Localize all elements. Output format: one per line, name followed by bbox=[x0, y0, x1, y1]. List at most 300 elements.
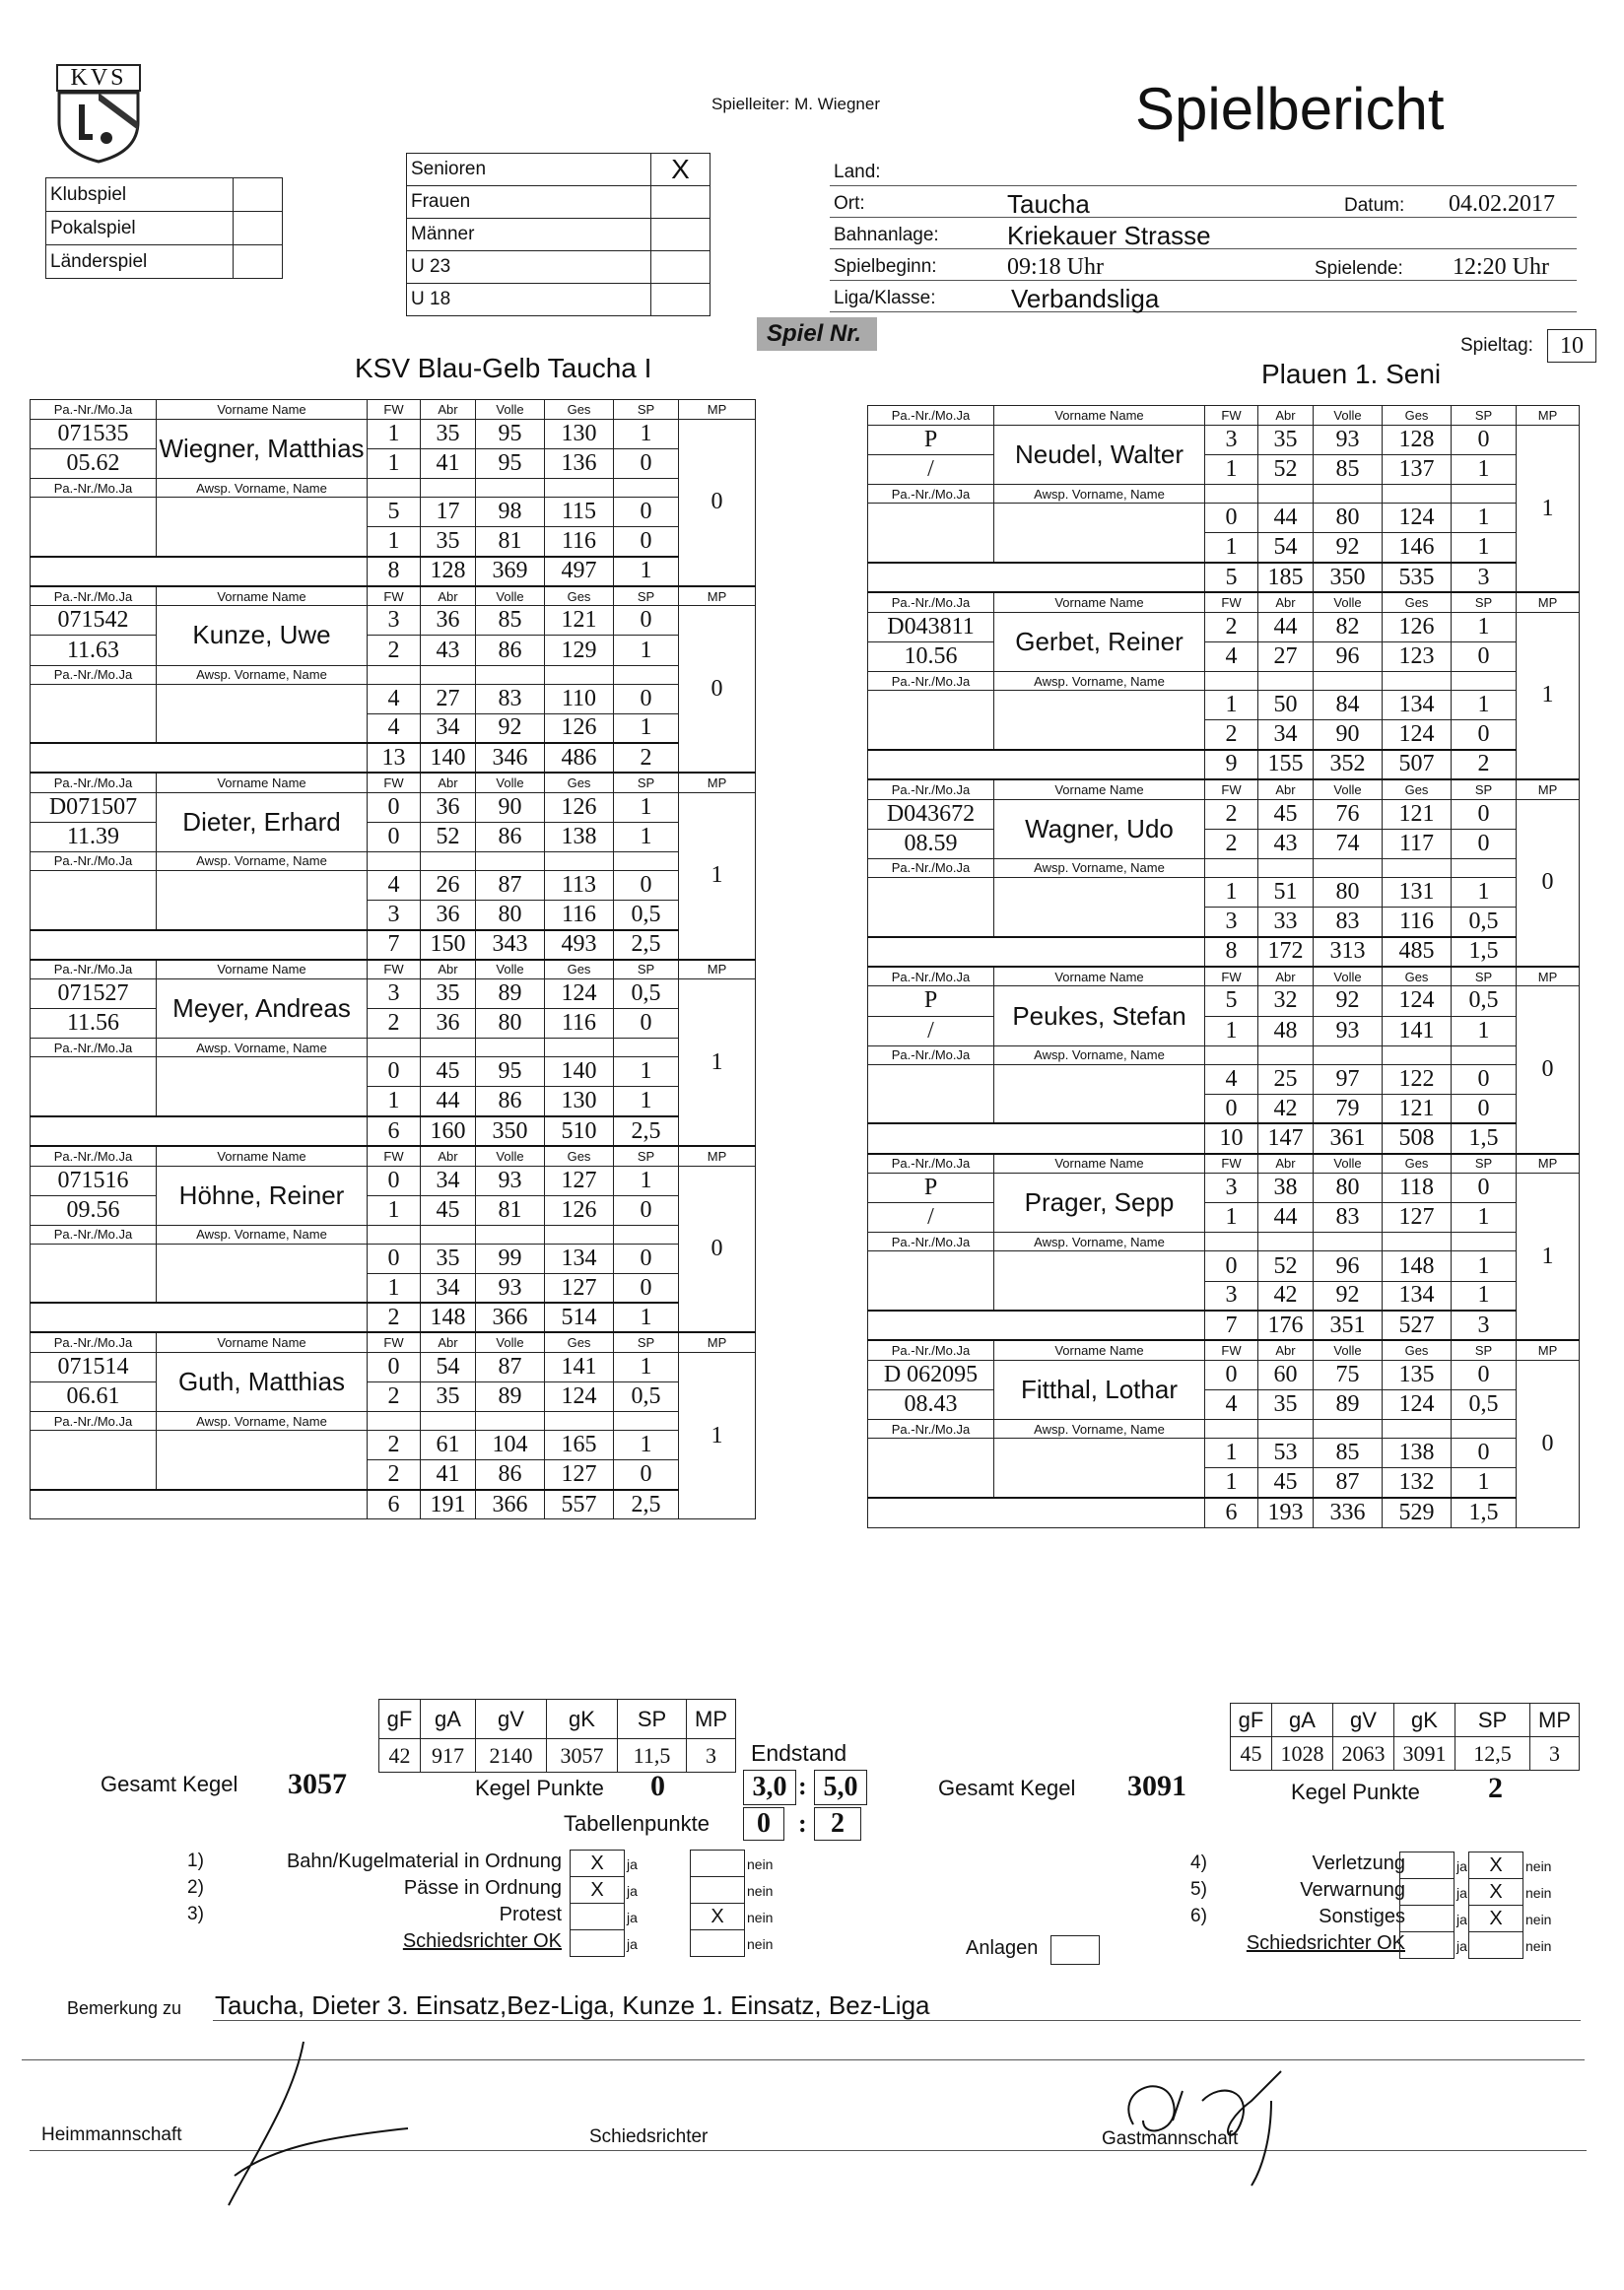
score-cell: 124 bbox=[1383, 986, 1452, 1016]
score-cell: 124 bbox=[545, 1382, 614, 1412]
player-birth: 09.56 bbox=[31, 1195, 157, 1225]
volle-header: Volle bbox=[476, 400, 545, 420]
total-cell: 366 bbox=[476, 1303, 545, 1332]
score-cell: 124 bbox=[1383, 720, 1452, 750]
score-cell: 86 bbox=[476, 1087, 545, 1116]
match-type-label: Pokalspiel bbox=[46, 212, 234, 245]
vorname-header: Vorname Name bbox=[157, 773, 368, 792]
score-cell: 127 bbox=[1383, 1203, 1452, 1233]
total-cell: 5 bbox=[1205, 563, 1258, 592]
empty-cell bbox=[1383, 1045, 1452, 1064]
total-cell: 486 bbox=[545, 743, 614, 773]
player-birth: 08.43 bbox=[868, 1390, 994, 1420]
tabellen-guest: 2 bbox=[814, 1807, 861, 1841]
check-label: Schiedsrichter OK bbox=[402, 1930, 562, 1952]
score-cell: 115 bbox=[545, 498, 614, 527]
total-cell: 557 bbox=[545, 1490, 614, 1519]
score-cell: 1 bbox=[614, 1057, 679, 1087]
score-cell: 44 bbox=[1258, 1203, 1314, 1233]
score-cell: 76 bbox=[1314, 799, 1383, 829]
fw-header: FW bbox=[1205, 967, 1258, 986]
summary-value: 3091 bbox=[1394, 1737, 1455, 1771]
header-info bbox=[830, 156, 1577, 328]
pa-header: Pa.-Nr./Mo.Ja bbox=[31, 1225, 157, 1244]
total-cell: 535 bbox=[1383, 563, 1452, 592]
fw-header: FW bbox=[368, 960, 421, 979]
category-label: Frauen bbox=[407, 186, 651, 219]
awsp-pass bbox=[868, 877, 994, 936]
sp-header: SP bbox=[614, 1146, 679, 1166]
total-cell: 336 bbox=[1314, 1498, 1383, 1527]
total-cell: 366 bbox=[476, 1490, 545, 1519]
player-mp: 0 bbox=[679, 1166, 756, 1332]
ja-label: ja bbox=[1456, 1858, 1467, 1874]
mp-header: MP bbox=[679, 1332, 756, 1352]
score-cell: 36 bbox=[421, 1009, 476, 1039]
score-cell: 89 bbox=[1314, 1390, 1383, 1420]
total-cell: 350 bbox=[476, 1116, 545, 1146]
nein-checkbox[interactable]: X bbox=[1468, 1905, 1523, 1932]
ges-header: Ges bbox=[1383, 406, 1452, 426]
total-cell: 172 bbox=[1258, 937, 1314, 967]
total-cell: 350 bbox=[1314, 563, 1383, 592]
fw-header: FW bbox=[368, 1146, 421, 1166]
score-cell: 32 bbox=[1258, 986, 1314, 1016]
score-cell: 0 bbox=[1452, 1094, 1517, 1123]
score-cell: 0 bbox=[614, 1460, 679, 1490]
summary-header: gA bbox=[1272, 1704, 1333, 1737]
score-cell: 123 bbox=[1383, 641, 1452, 671]
score-cell: 0 bbox=[1452, 720, 1517, 750]
score-cell: 1 bbox=[368, 1087, 421, 1116]
sp-header: SP bbox=[1452, 1154, 1517, 1174]
ja-checkbox[interactable] bbox=[1399, 1931, 1455, 1959]
player-mp: 1 bbox=[679, 979, 756, 1146]
total-spacer bbox=[868, 1123, 1205, 1153]
empty-cell bbox=[1452, 1045, 1517, 1064]
score-cell: 80 bbox=[1314, 877, 1383, 907]
total-cell: 369 bbox=[476, 557, 545, 586]
score-cell: 0 bbox=[1205, 1360, 1258, 1389]
heim-label: Heimmannschaft bbox=[41, 2124, 182, 2145]
ja-checkbox[interactable]: X bbox=[570, 1850, 625, 1877]
total-cell: 185 bbox=[1258, 563, 1314, 592]
score-cell: 116 bbox=[545, 901, 614, 930]
ja-checkbox[interactable] bbox=[570, 1929, 625, 1957]
empty-cell bbox=[1205, 858, 1258, 877]
empty-cell bbox=[1205, 1233, 1258, 1251]
total-spacer bbox=[31, 1303, 368, 1332]
pa-header: Pa.-Nr./Mo.Ja bbox=[868, 1045, 994, 1064]
total-cell: 140 bbox=[421, 743, 476, 773]
score-cell: 89 bbox=[476, 979, 545, 1009]
score-cell: 2 bbox=[368, 1382, 421, 1412]
sp-header: SP bbox=[614, 773, 679, 792]
score-cell: 136 bbox=[545, 449, 614, 479]
pa-header: Pa.-Nr./Mo.Ja bbox=[31, 665, 157, 684]
score-cell: 0,5 bbox=[1452, 908, 1517, 937]
total-cell: 6 bbox=[368, 1490, 421, 1519]
score-cell: 45 bbox=[421, 1195, 476, 1225]
awsp-header: Awsp. Vorname, Name bbox=[157, 851, 368, 870]
score-cell: 0,5 bbox=[1452, 1390, 1517, 1420]
mp-header: MP bbox=[1517, 967, 1580, 986]
score-cell: 121 bbox=[545, 606, 614, 636]
score-cell: 118 bbox=[1383, 1174, 1452, 1203]
empty-cell bbox=[1314, 1420, 1383, 1439]
sp-header: SP bbox=[1452, 592, 1517, 612]
empty-cell bbox=[1383, 1420, 1452, 1439]
player-birth: 11.39 bbox=[31, 822, 157, 851]
pa-header: Pa.-Nr./Mo.Ja bbox=[868, 1233, 994, 1251]
score-cell: 121 bbox=[1383, 1094, 1452, 1123]
score-cell: 35 bbox=[421, 527, 476, 557]
player-mp: 1 bbox=[1517, 426, 1580, 593]
pa-header: Pa.-Nr./Mo.Ja bbox=[31, 586, 157, 606]
total-cell: 2,5 bbox=[614, 1490, 679, 1519]
score-cell: 0 bbox=[1452, 1064, 1517, 1094]
score-cell: 35 bbox=[421, 979, 476, 1009]
score-cell: 1 bbox=[614, 420, 679, 449]
empty-cell bbox=[368, 1412, 421, 1431]
pa-header: Pa.-Nr./Mo.Ja bbox=[31, 479, 157, 498]
home-punkte-label: Kegel Punkte bbox=[475, 1776, 604, 1800]
schiri-label: Schiedsrichter bbox=[589, 2126, 709, 2147]
player-mp: 0 bbox=[679, 606, 756, 773]
awsp-header: Awsp. Vorname, Name bbox=[994, 1233, 1205, 1251]
fw-header: FW bbox=[1205, 1340, 1258, 1360]
total-cell: 497 bbox=[545, 557, 614, 586]
score-cell: 3 bbox=[1205, 1281, 1258, 1311]
player-name: Kunze, Uwe bbox=[157, 606, 368, 665]
score-cell: 1 bbox=[1452, 533, 1517, 563]
score-cell: 0 bbox=[368, 1352, 421, 1381]
score-cell: 0 bbox=[614, 606, 679, 636]
score-cell: 131 bbox=[1383, 877, 1452, 907]
total-cell: 193 bbox=[1258, 1498, 1314, 1527]
tabellen-home: 0 bbox=[743, 1807, 784, 1841]
ja-label: ja bbox=[627, 1883, 638, 1899]
empty-cell bbox=[1258, 1420, 1314, 1439]
score-cell: 87 bbox=[476, 870, 545, 900]
pa-header: Pa.-Nr./Mo.Ja bbox=[31, 1039, 157, 1057]
guest-gesamt-label: Gesamt Kegel bbox=[938, 1776, 1076, 1800]
ja-checkbox[interactable]: X bbox=[570, 1876, 625, 1904]
total-spacer bbox=[868, 563, 1205, 592]
total-cell: 507 bbox=[1383, 750, 1452, 779]
score-cell: 0 bbox=[614, 684, 679, 713]
fw-header: FW bbox=[368, 586, 421, 606]
score-cell: 0 bbox=[614, 1009, 679, 1039]
empty-cell bbox=[421, 479, 476, 498]
summary-value: 3057 bbox=[547, 1739, 618, 1773]
ja-label: ja bbox=[1456, 1938, 1467, 1954]
total-cell: 148 bbox=[421, 1303, 476, 1332]
score-cell: 5 bbox=[368, 498, 421, 527]
total-cell: 527 bbox=[1383, 1311, 1452, 1340]
volle-header: Volle bbox=[476, 960, 545, 979]
nein-checkbox[interactable] bbox=[690, 1850, 745, 1877]
score-cell: 116 bbox=[545, 1009, 614, 1039]
player-birth: 05.62 bbox=[31, 449, 157, 479]
empty-cell bbox=[476, 1039, 545, 1057]
empty-cell bbox=[368, 1225, 421, 1244]
summary-header: SP bbox=[1455, 1704, 1530, 1737]
summary-value: 917 bbox=[421, 1739, 476, 1773]
total-cell: 485 bbox=[1383, 937, 1452, 967]
score-cell: 129 bbox=[545, 636, 614, 665]
score-cell: 81 bbox=[476, 527, 545, 557]
score-cell: 0 bbox=[614, 527, 679, 557]
score-cell: 141 bbox=[545, 1352, 614, 1381]
score-cell: 75 bbox=[1314, 1360, 1383, 1389]
awsp-name bbox=[157, 684, 368, 743]
score-cell: 104 bbox=[476, 1431, 545, 1460]
total-spacer bbox=[868, 1498, 1205, 1527]
score-cell: 35 bbox=[421, 1244, 476, 1273]
spiel-nr-box bbox=[757, 317, 877, 351]
fw-header: FW bbox=[368, 400, 421, 420]
beginn-value: 09:18 Uhr bbox=[1007, 254, 1104, 280]
empty-cell bbox=[614, 1039, 679, 1057]
pa-header: Pa.-Nr./Mo.Ja bbox=[31, 960, 157, 979]
score-cell: 90 bbox=[476, 792, 545, 822]
total-cell: 8 bbox=[1205, 937, 1258, 967]
total-cell: 128 bbox=[421, 557, 476, 586]
score-cell: 1 bbox=[1452, 612, 1517, 641]
score-cell: 4 bbox=[1205, 641, 1258, 671]
ges-header: Ges bbox=[1383, 779, 1452, 799]
empty-cell bbox=[1314, 485, 1383, 504]
volle-header: Volle bbox=[1314, 1340, 1383, 1360]
score-cell: 44 bbox=[1258, 504, 1314, 533]
player-birth: 08.59 bbox=[868, 829, 994, 858]
player-mp: 0 bbox=[1517, 799, 1580, 967]
player-birth: 10.56 bbox=[868, 641, 994, 671]
guest-summary bbox=[1230, 1703, 1580, 1771]
score-cell: 1 bbox=[1205, 533, 1258, 563]
score-cell: 86 bbox=[476, 636, 545, 665]
empty-cell bbox=[421, 1225, 476, 1244]
check-label: Sonstiges bbox=[1319, 1906, 1405, 1927]
abr-header: Abr bbox=[1258, 1340, 1314, 1360]
empty-cell bbox=[1452, 672, 1517, 691]
awsp-header: Awsp. Vorname, Name bbox=[994, 858, 1205, 877]
total-cell: 1,5 bbox=[1452, 1498, 1517, 1527]
nein-checkbox[interactable]: X bbox=[690, 1903, 745, 1930]
check-number: 4) bbox=[1190, 1852, 1207, 1873]
abr-header: Abr bbox=[421, 1146, 476, 1166]
anlagen-checkbox[interactable] bbox=[1050, 1935, 1100, 1965]
score-cell: 3 bbox=[368, 901, 421, 930]
player-name: Wiegner, Matthias bbox=[157, 420, 368, 479]
ges-header: Ges bbox=[545, 400, 614, 420]
summary-header: gF bbox=[1231, 1704, 1272, 1737]
empty-cell bbox=[1452, 1420, 1517, 1439]
player-pass-number: D 062095 bbox=[868, 1360, 994, 1389]
empty-cell bbox=[1205, 1420, 1258, 1439]
player-pass-number: D071507 bbox=[31, 792, 157, 822]
nein-checkbox[interactable] bbox=[690, 1876, 745, 1904]
mp-header: MP bbox=[1517, 592, 1580, 612]
page-title: Spielbericht bbox=[1135, 76, 1445, 142]
score-cell: 0 bbox=[614, 498, 679, 527]
total-cell: 160 bbox=[421, 1116, 476, 1146]
total-cell: 529 bbox=[1383, 1498, 1452, 1527]
vorname-header: Vorname Name bbox=[994, 592, 1205, 612]
score-cell: 146 bbox=[1383, 533, 1452, 563]
score-cell: 33 bbox=[1258, 908, 1314, 937]
score-cell: 0 bbox=[368, 1166, 421, 1195]
fw-header: FW bbox=[368, 773, 421, 792]
check-label: Bahn/Kugelmaterial in Ordnung bbox=[286, 1851, 562, 1872]
spielleiter: Spielleiter: M. Wiegner bbox=[711, 95, 881, 113]
abr-header: Abr bbox=[1258, 406, 1314, 426]
guest-signature bbox=[1104, 2061, 1311, 2189]
home-punkte-value: 0 bbox=[650, 1770, 665, 1802]
score-cell: 27 bbox=[421, 684, 476, 713]
score-cell: 3 bbox=[368, 979, 421, 1009]
total-cell: 3 bbox=[1452, 563, 1517, 592]
abr-header: Abr bbox=[1258, 1154, 1314, 1174]
total-cell: 6 bbox=[368, 1116, 421, 1146]
pa-header: Pa.-Nr./Mo.Ja bbox=[868, 672, 994, 691]
score-cell: 2 bbox=[1205, 720, 1258, 750]
total-spacer bbox=[868, 937, 1205, 967]
score-cell: 1 bbox=[1205, 1016, 1258, 1045]
summary-value: 2140 bbox=[476, 1739, 547, 1773]
ges-header: Ges bbox=[1383, 1340, 1452, 1360]
ja-checkbox[interactable] bbox=[1399, 1905, 1455, 1932]
score-cell: 128 bbox=[1383, 426, 1452, 455]
player-mp: 1 bbox=[679, 1352, 756, 1518]
ges-header: Ges bbox=[1383, 967, 1452, 986]
ges-header: Ges bbox=[545, 960, 614, 979]
player-name: Neudel, Walter bbox=[994, 426, 1205, 485]
empty-cell bbox=[1258, 485, 1314, 504]
land-label: Land: bbox=[834, 162, 881, 182]
mp-header: MP bbox=[679, 1146, 756, 1166]
score-cell: 5 bbox=[1205, 986, 1258, 1016]
volle-header: Volle bbox=[1314, 779, 1383, 799]
nein-checkbox[interactable]: X bbox=[1468, 1878, 1523, 1906]
score-cell: 138 bbox=[1383, 1439, 1452, 1468]
ja-checkbox[interactable] bbox=[570, 1903, 625, 1930]
empty-cell bbox=[1258, 1045, 1314, 1064]
awsp-name bbox=[994, 691, 1205, 750]
awsp-header: Awsp. Vorname, Name bbox=[157, 479, 368, 498]
abr-header: Abr bbox=[421, 960, 476, 979]
score-cell: 4 bbox=[368, 713, 421, 743]
awsp-name bbox=[157, 1057, 368, 1116]
score-cell: 98 bbox=[476, 498, 545, 527]
empty-cell bbox=[545, 1225, 614, 1244]
score-cell: 1 bbox=[614, 713, 679, 743]
player-birth: 11.63 bbox=[31, 636, 157, 665]
empty-cell bbox=[368, 1039, 421, 1057]
awsp-name bbox=[994, 504, 1205, 563]
total-cell: 508 bbox=[1383, 1123, 1452, 1153]
empty-cell bbox=[545, 665, 614, 684]
player-pass-number: 071542 bbox=[31, 606, 157, 636]
score-cell: 130 bbox=[545, 420, 614, 449]
bahn-label: Bahnanlage: bbox=[834, 225, 939, 245]
total-cell: 13 bbox=[368, 743, 421, 773]
score-cell: 86 bbox=[476, 822, 545, 851]
score-cell: 50 bbox=[1258, 691, 1314, 720]
score-cell: 1 bbox=[1205, 455, 1258, 485]
summary-header: SP bbox=[618, 1700, 687, 1739]
score-cell: 41 bbox=[421, 1460, 476, 1490]
nein-checkbox[interactable]: X bbox=[1468, 1852, 1523, 1879]
empty-cell bbox=[545, 1039, 614, 1057]
score-cell: 95 bbox=[476, 449, 545, 479]
empty-cell bbox=[368, 851, 421, 870]
player-mp: 1 bbox=[1517, 612, 1580, 779]
home-gesamt-label: Gesamt Kegel bbox=[101, 1772, 238, 1796]
empty-cell bbox=[368, 479, 421, 498]
awsp-header: Awsp. Vorname, Name bbox=[157, 1039, 368, 1057]
score-cell: 1 bbox=[614, 1087, 679, 1116]
score-cell: 132 bbox=[1383, 1468, 1452, 1498]
vorname-header: Vorname Name bbox=[994, 406, 1205, 426]
score-cell: 0 bbox=[368, 1057, 421, 1087]
total-spacer bbox=[31, 557, 368, 586]
volle-header: Volle bbox=[476, 1146, 545, 1166]
score-cell: 127 bbox=[545, 1460, 614, 1490]
empty-cell bbox=[614, 1412, 679, 1431]
player-name: Gerbet, Reiner bbox=[994, 612, 1205, 671]
summary-header: gK bbox=[1394, 1704, 1455, 1737]
total-cell: 493 bbox=[545, 930, 614, 960]
pa-header: Pa.-Nr./Mo.Ja bbox=[868, 779, 994, 799]
nein-label: nein bbox=[747, 1910, 774, 1925]
check-number: 2) bbox=[187, 1877, 204, 1898]
empty-cell bbox=[1314, 1045, 1383, 1064]
nein-checkbox[interactable] bbox=[1468, 1931, 1523, 1959]
ja-checkbox[interactable] bbox=[1399, 1852, 1455, 1879]
score-cell: 35 bbox=[1258, 426, 1314, 455]
score-cell: 86 bbox=[476, 1460, 545, 1490]
empty-cell bbox=[476, 665, 545, 684]
score-cell: 34 bbox=[421, 1166, 476, 1195]
ja-checkbox[interactable] bbox=[1399, 1878, 1455, 1906]
nein-checkbox[interactable] bbox=[690, 1929, 745, 1957]
abr-header: Abr bbox=[421, 1332, 476, 1352]
empty-cell bbox=[614, 1225, 679, 1244]
mp-header: MP bbox=[679, 586, 756, 606]
score-cell: 44 bbox=[1258, 612, 1314, 641]
sp-header: SP bbox=[614, 1332, 679, 1352]
volle-header: Volle bbox=[476, 773, 545, 792]
score-cell: 26 bbox=[421, 870, 476, 900]
ende-value: 12:20 Uhr bbox=[1453, 254, 1549, 280]
score-cell: 34 bbox=[1258, 720, 1314, 750]
score-cell: 89 bbox=[476, 1382, 545, 1412]
awsp-name bbox=[994, 1064, 1205, 1123]
pa-header: Pa.-Nr./Mo.Ja bbox=[31, 851, 157, 870]
score-cell: 0 bbox=[1205, 1251, 1258, 1281]
vorname-header: Vorname Name bbox=[994, 779, 1205, 799]
player-name: Höhne, Reiner bbox=[157, 1166, 368, 1225]
vorname-header: Vorname Name bbox=[157, 1332, 368, 1352]
category-label: U 18 bbox=[407, 284, 651, 316]
score-cell: 117 bbox=[1383, 829, 1452, 858]
abr-header: Abr bbox=[1258, 779, 1314, 799]
score-cell: 0 bbox=[1452, 829, 1517, 858]
score-cell: 1 bbox=[1452, 1251, 1517, 1281]
score-cell: 51 bbox=[1258, 877, 1314, 907]
